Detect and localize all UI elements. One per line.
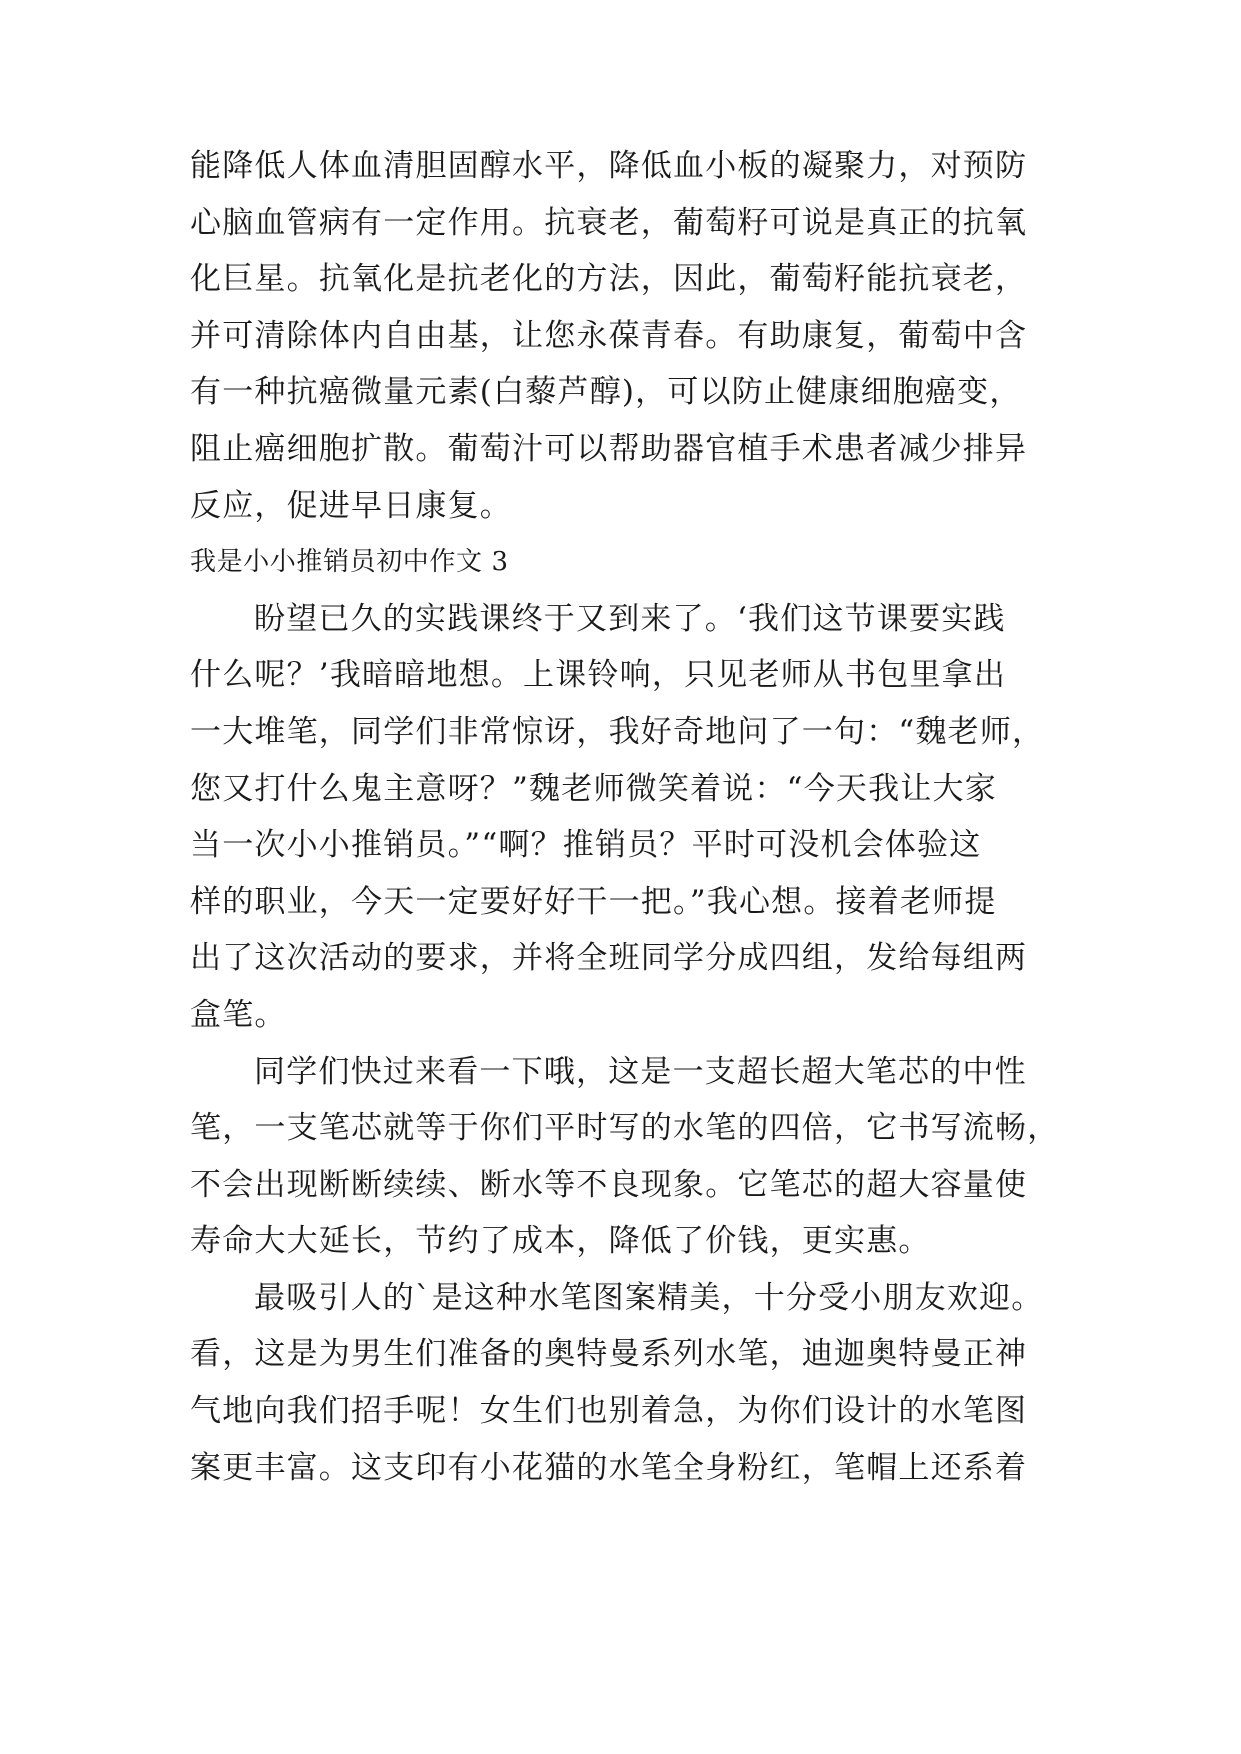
text-line: 化巨星。抗氧化是抗老化的方法，因此，葡萄籽能抗衰老， [190,261,1028,298]
text-line: 一大堆笔，同学们非常惊讶，我好奇地问了一句：“魏老师， [190,713,1045,750]
text-line: 案更丰富。这支印有小花猫的水笔全身粉红，笔帽上还系着 [190,1449,1028,1486]
text-line: 盒笔。 [190,996,287,1033]
text-line: 不会出现断断续续、断水等不良现象。它笔芯的超大容量使 [190,1166,1028,1203]
paragraph-first-line: 最吸引人的`是这种水笔图案精美，十分受小朋友欢迎。 [254,1279,1044,1316]
text-line: 样的职业，今天一定要好好干一把。”我心想。接着老师提 [190,883,997,920]
text-line: 阻止癌细胞扩散。葡萄汁可以帮助器官植手术患者减少排异 [190,430,1028,467]
paragraph-first-line: 盼望已久的实践课终于又到来了。‘我们这节课要实践 [254,600,1006,637]
section-heading: 我是小小推销员初中作文 3 [190,547,509,578]
text-line: 反应，促进早日康复。 [190,487,512,524]
document-body [190,138,1070,1496]
text-line: 看，这是为男生们准备的奥特曼系列水笔，迪迦奥特曼正神 [190,1336,1028,1373]
text-line: 心脑血管病有一定作用。抗衰老，葡萄籽可说是真正的抗氧 [190,204,1028,241]
text-line: 气地向我们招手呢！女生们也别着急，为你们设计的水笔图 [190,1393,1028,1430]
text-line: 寿命大大延长，节约了成本，降低了价钱，更实惠。 [190,1223,931,1260]
text-line: 出了这次活动的要求，并将全班同学分成四组，发给每组两 [190,940,1028,977]
text-line: 有一种抗癌微量元素(白藜芦醇)，可以防止健康细胞癌变， [190,374,1022,411]
text-line: 什么呢？’我暗暗地想。上课铃响，只见老师从书包里拿出 [190,657,1007,694]
text-line: 能降低人体血清胆固醇水平，降低血小板的凝聚力，对预防 [190,148,1028,184]
text-line: 当一次小小推销员。”“啊？推销员？平时可没机会体验这 [190,827,982,864]
paragraph-first-line: 同学们快过来看一下哦，这是一支超长超大笔芯的中性 [254,1053,1027,1090]
text-line: 笔，一支笔芯就等于你们平时写的水笔的四倍，它书写流畅， [190,1110,1060,1147]
text-line: 您又打什么鬼主意呀？”魏老师微笑着说：“今天我让大家 [190,770,997,807]
text-line: 并可清除体内自由基，让您永葆青春。有助康复，葡萄中含 [190,317,1028,354]
